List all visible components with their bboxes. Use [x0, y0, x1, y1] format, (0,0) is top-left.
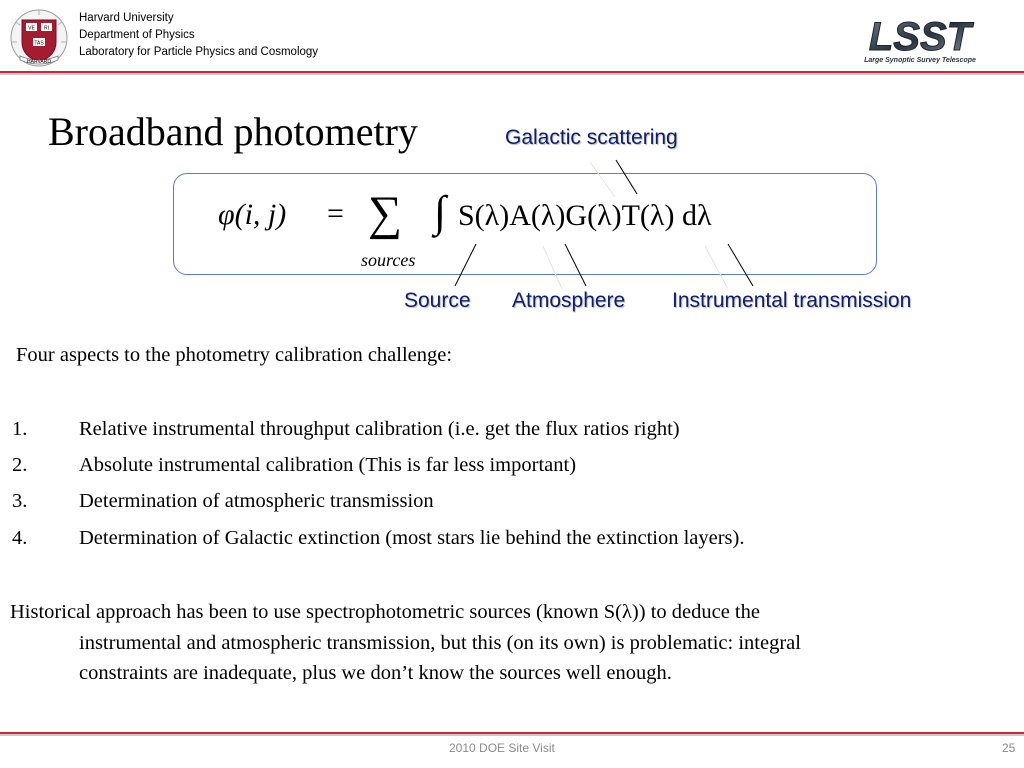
instrumental-pointer: [728, 244, 753, 286]
equation-equals: =: [327, 197, 344, 230]
list-item-text: Absolute instrumental calibration (This is far less important): [79, 454, 577, 476]
atmosphere-pointer: [565, 244, 586, 286]
callout-galactic-scattering: Galactic scattering: [505, 126, 678, 149]
svg-text:TAS: TAS: [34, 40, 44, 47]
callout-atmosphere: Atmosphere: [512, 289, 626, 312]
historical-line-3: constraints are inadequate, plus we don’t know the sources well enough.: [79, 662, 672, 684]
department-line: Department of Physics: [79, 29, 195, 41]
callout-instrumental-transmission: Instrumental transmission: [672, 289, 912, 312]
source-pointer: [455, 244, 476, 286]
list-item: [0, 490, 1024, 518]
galactic-pointer: [616, 160, 637, 194]
summation-symbol: ∑: [368, 187, 403, 240]
historical-line-2: instrumental and atmospheric transmission, but this (on its own) is problematic: integral: [79, 632, 801, 654]
list-item-text: Determination of Galactic extinction (most stars lie behind the extinction layers).: [79, 527, 745, 549]
footer-event: 2010 DOE Site Visit: [449, 741, 555, 755]
galactic-pointer-shadow: [590, 162, 615, 197]
callout-lines: [0, 0, 1024, 330]
equation-integrand: S(λ)A(λ)G(λ)T(λ) dλ: [458, 199, 712, 232]
instrumental-pointer-shadow: [705, 246, 728, 289]
svg-text:Large Synoptic Survey Telescop: Large Synoptic Survey Telescope: [864, 57, 976, 64]
integral-symbol: ∫: [434, 187, 447, 236]
list-item: [0, 454, 1024, 482]
svg-text:RI: RI: [44, 25, 49, 32]
list-item-text: Determination of atmospheric transmission: [79, 490, 434, 512]
list-item-number: 1.: [12, 418, 28, 440]
svg-text:HARVARD: HARVARD: [27, 59, 51, 65]
list-item-number: 3.: [12, 490, 28, 512]
atmosphere-pointer-shadow: [543, 246, 562, 289]
svg-text:LSST: LSST: [868, 15, 972, 59]
list-item-number: 2.: [12, 454, 28, 476]
list-item-number: 4.: [12, 527, 28, 549]
page-number: 25: [1002, 741, 1016, 755]
equation-lhs: φ(i, j): [218, 198, 287, 231]
summation-subscript: sources: [361, 250, 416, 270]
slide-title: Broadband photometry: [48, 109, 418, 154]
list-item: [0, 418, 1024, 446]
footer-rule-shadow: [0, 734, 1024, 736]
callout-source: Source: [404, 289, 471, 312]
svg-text:VE: VE: [28, 25, 35, 32]
intro-text: Four aspects to the photometry calibration challenge:: [16, 344, 453, 366]
list-item-text: Relative instrumental throughput calibration (i.e. get the flux ratios right): [79, 418, 680, 440]
institution-line: Harvard University: [79, 12, 174, 24]
historical-line-1: Historical approach has been to use spectrophotometric sources (known S(λ)) to deduce the: [10, 601, 760, 623]
list-item: [0, 527, 1024, 555]
laboratory-line: Laboratory for Particle Physics and Cosmology: [79, 46, 319, 58]
